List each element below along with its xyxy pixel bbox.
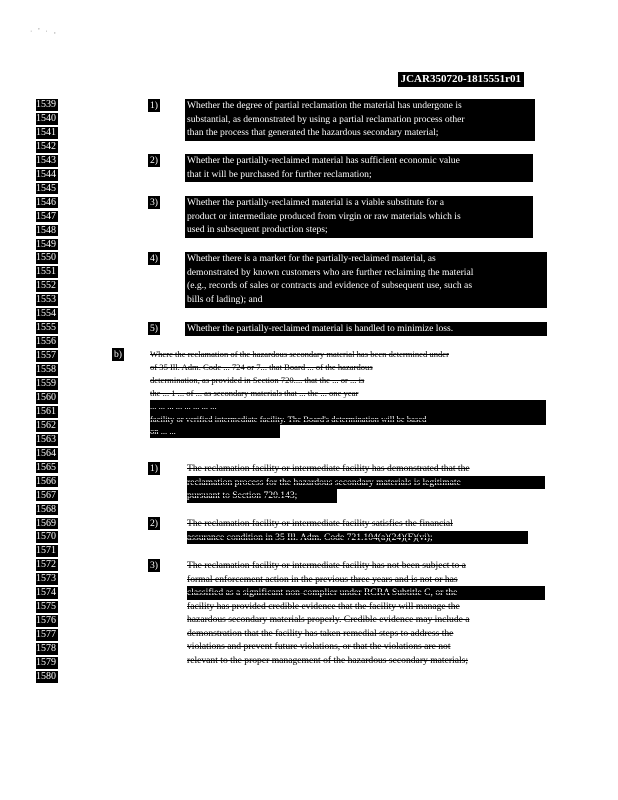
criterion-1-text: Whether the degree of partial reclamation the material has undergone is substantial, as demonstrated by using a partial reclamation process other than the process that generated the hazardous secondary material; [185, 99, 535, 141]
line-number: 1561 [36, 405, 56, 417]
section-b-marker: b) [114, 349, 122, 360]
line-number: 1579 [36, 657, 56, 668]
line-number: 1546 [36, 196, 56, 208]
criterion-3-marker: 3) [150, 197, 158, 208]
criterion-2-text: Whether the partially-reclaimed material has sufficient economic value that it will be purchased for further reclamation; [185, 154, 533, 182]
line-number: 1563 [36, 433, 56, 445]
line-number: 1576 [36, 615, 56, 627]
section-b-item-2-text: The reclamation facility or intermediate facility satisfies the financial assurance condition in 35 Ill. Adm. Code 721.104(a)(24)(F)(vi); [185, 517, 530, 545]
line-number: 1572 [36, 559, 56, 571]
line-number: 1571 [36, 545, 56, 557]
criterion-1-marker: 1) [150, 100, 158, 111]
page-corner-mark: · ' · , [30, 28, 58, 35]
line-number: 1567 [36, 489, 56, 501]
line-number: 1573 [36, 573, 56, 585]
line-number: 1569 [36, 517, 56, 529]
line-number: 1550 [36, 252, 56, 264]
line-number: 1555 [36, 322, 56, 334]
criterion-5-text: Whether the partially-reclaimed material is handled to minimize loss. [185, 322, 547, 336]
line-number: 1556 [36, 336, 56, 348]
line-number: 1557 [36, 350, 56, 362]
line-number: 1577 [36, 629, 56, 641]
section-b-item-3-text: The reclamation facility or intermediate facility has not been subject to a formal enforcement action in the previous three years and is not or has classified as a significant non-complier under RCRA Subtitle C, or the facility has provided credible evidence that the facility will manage the hazardous secondary materials properly. Credible evidence may include a demonstration that the facility has taken remedial steps to address the violations and prevent future violations, or that the violations are not relevant to the proper management of the hazardous secondary materials; [185, 559, 547, 671]
criterion-4-text: Whether there is a market for the partially-reclaimed material, as demonstrated by known customers who are further reclaiming the material (e.g., records of sales or contracts and evidence of subsequent use, such as bills of lading); and [185, 252, 547, 308]
line-number: 1566 [36, 475, 56, 487]
line-number: 1578 [36, 643, 56, 655]
line-number: 1549 [36, 238, 56, 250]
line-number: 1553 [36, 294, 56, 306]
line-number: 1568 [36, 503, 56, 515]
section-b-item-3-marker: 3) [150, 560, 158, 571]
line-number: 1580 [36, 670, 56, 682]
line-number: 1562 [36, 419, 56, 431]
line-number: 1541 [36, 126, 56, 138]
line-number: 1545 [36, 182, 56, 194]
criterion-2-marker: 2) [150, 155, 158, 166]
line-number: 1543 [36, 154, 56, 166]
section-b-item-2-marker: 2) [150, 518, 158, 529]
criterion-4-marker: 4) [150, 253, 158, 264]
line-number: 1552 [36, 280, 56, 292]
section-b-item-1-marker: 1) [150, 463, 158, 474]
line-number: 1544 [36, 168, 56, 180]
line-number: 1542 [36, 140, 56, 152]
section-b-text: Where the reclamation of the hazardous secondary material has been determined under of 35 Ill. Adm. Code ... 724 or 7... that Board ... of the hazardous determination, as provided in Section 720.... that the ... or ... is the ... 1 ... of ... as secondary materials that ... the ... one year ... ... ... ... ... ... ... ... facility or verified intermediate facility. The Board's determination will be based on ... ... [148, 348, 548, 448]
document-id: JCAR350720-1815551r01 [398, 72, 524, 87]
criterion-3-text: Whether the partially-reclaimed material is a viable substitute for a product or intermediate produced from virgin or raw materials which is used in subsequent production steps; [185, 196, 533, 238]
line-number: 1551 [36, 266, 56, 278]
line-number: 1565 [36, 461, 56, 473]
line-number: 1548 [36, 224, 56, 236]
line-number: 1547 [36, 210, 56, 222]
line-number: 1559 [36, 378, 56, 389]
line-number: 1560 [36, 391, 56, 403]
line-number: 1570 [36, 531, 56, 543]
line-number: 1564 [36, 447, 56, 459]
line-number: 1558 [36, 364, 56, 376]
line-number: 1575 [36, 601, 56, 613]
section-b-item-1-text: The reclamation facility or intermediate facility has demonstrated that the reclamation process for the hazardous secondary materials is legitimate pursuant to Section 720.143; [185, 462, 547, 504]
line-number: 1539 [36, 99, 56, 110]
criterion-5-marker: 5) [150, 323, 158, 334]
line-number: 1540 [36, 112, 56, 124]
line-number: 1554 [36, 308, 56, 320]
line-number: 1574 [36, 587, 56, 599]
